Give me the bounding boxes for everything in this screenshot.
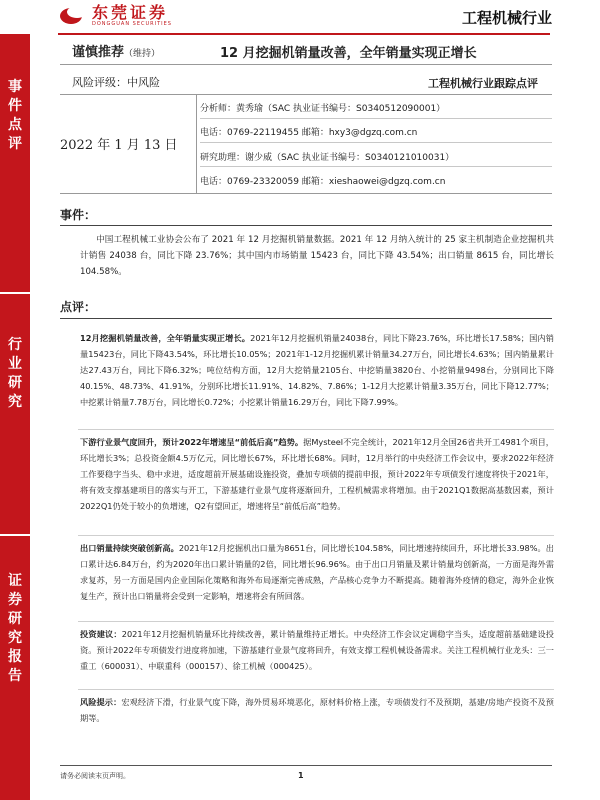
comment-block-sales: 12月挖掘机销量改善，全年销量实现正增长。2021年12月挖掘机销量24038台，同比下降23.76%，环比增长17.58%；国内销量15423台，同比下降43.54%，环比增长10.05%；2021年1-12月挖掘机累计销量34.27万台，同比增长4.63%；国内销量累计达27.43万台，同比下降6.32%；吨位结构方面，12月大挖销量2105台、中挖销量3820台、小挖销量9498台，分别同比下降40.15%、48.73%、41.91%，分别环比增长11.91%、14.82%、7.86%；1-12月大挖累计销量3.35万台，同比下降12.77%；中挖累计销量7.78万台，同比增长0.72%；小挖累计销量16.29万台，同比下降7.99%。 (80, 333, 554, 407)
page-header (0, 0, 600, 34)
analyst-contact: 电话：0769-22119455 邮箱：hxy3@dgzq.com.cn (200, 128, 418, 138)
logo-name-en: DONGGUAN SECURITIES (92, 21, 172, 27)
info-rule (60, 94, 552, 95)
logo-name-cn: 东莞证券 (92, 3, 169, 22)
header-divider (58, 33, 550, 35)
page-number: 1 (298, 771, 304, 780)
assistant-contact: 电话：0769-23320059 邮箱：xieshaowei@dgzq.com.cn (200, 177, 446, 187)
comment-heading-rule (60, 318, 552, 319)
logo-mark-icon (60, 4, 88, 28)
company-logo (60, 4, 172, 28)
report-date: 2022 年 1 月 13 日 (60, 138, 178, 153)
side-divider (0, 292, 30, 294)
title-rule (60, 64, 552, 65)
side-label-event-review: 事 件 点 评 (8, 79, 22, 152)
side-label-industry-research: 行 业 研 究 (8, 337, 22, 410)
event-heading: 事件： (60, 208, 97, 222)
comment-block-lead: 风险提示： (80, 697, 122, 707)
footer-disclaimer: 请务必阅读末页声明。 (60, 772, 130, 780)
info-vertical-divider (196, 95, 197, 193)
side-divider (0, 534, 30, 536)
assistant-info: 研究助理：谢少威（SAC 执业证书编号：S0340121010031） (200, 153, 455, 163)
risk-rating: 风险评级：中风险 (72, 76, 160, 89)
side-label-securities-report: 证 券 研 究 报 告 (8, 573, 22, 684)
block-rule (78, 689, 554, 690)
contact-rule (200, 142, 552, 143)
analyst-info: 分析师：黄秀瑜（SAC 执业证书编号：S0340512090001） (200, 104, 446, 114)
comment-block-downstream: 下游行业景气度回升，预计2022年增速呈“前低后高”趋势。据Mysteel不完全统计，2021年12月全国26省共开工4981个项目，环比增长3%；总投资金额4.5万亿元，同比增长67%，环比增长68%。同时，12月举行的中央经济工作会议中，要求2022年经济工作要稳字当头、稳中求进，适度超前开展基础设施投资，叠加专项债的提前申报，预计2022年专项债发行速度将快于2021年，将有效支撑基建项目的落实与开工，下游基建行业景气度将逐渐回升，工程机械需求将增加。由于2021Q1数据高基数因素，预计2022Q1仍处于较小的负增速，Q2有望回正，增速将呈“前低后高”趋势。 (80, 437, 554, 511)
comment-block-investment: 投资建议：2021年12月挖掘机销量环比持续改善，累计销量维持正增长。中央经济工作会议定调稳字当头，适度超前基础建设投资。预计2022年专项债发行进度将加速，下游基建行业景气度将回升，有效支撑工程机械设备需求。关注工程机械行业龙头：三一重工（600031）、中联重科（000157）、徐工机械（000425）。 (80, 629, 554, 671)
event-paragraph: 中国工程机械工业协会公布了 2021 年 12 月挖掘机销量数据。2021 年 12 月纳入统计的 25 家主机制造企业挖掘机共计销售 24038 台，同比下降 23.76%；其中国内市场销量 15423 台，同比下降 43.54%；出口销量 8615 台，同比增长 104.58%。 (80, 235, 554, 277)
rating-note: （维持） (124, 49, 161, 59)
block-rule (78, 535, 554, 536)
footer-rule (60, 765, 552, 766)
investment-rating: 谨慎推荐（维持） (72, 45, 161, 60)
side-banner (0, 34, 30, 800)
comment-heading: 点评： (60, 300, 97, 314)
contact-bottom-rule (60, 193, 552, 194)
block-rule (78, 621, 554, 622)
contact-rule (200, 118, 552, 119)
comment-block-lead: 投资建议： (80, 629, 122, 639)
report-subtitle: 工程机械行业跟踪点评 (428, 77, 538, 90)
event-heading-rule (60, 225, 552, 226)
comment-block-risk: 风险提示：宏观经济下滑，行业景气度下降，海外贸易环境恶化，原材料价格上涨，专项债发行不及预期，基建/房地产投资不及预期等。 (80, 697, 554, 723)
block-rule (78, 429, 554, 430)
comment-block-lead: 出口销量持续突破创新高。 (80, 543, 179, 553)
comment-block-lead: 12月挖掘机销量改善，全年销量实现正增长。 (80, 333, 251, 343)
industry-label: 工程机械行业 (461, 9, 552, 27)
comment-block-export: 出口销量持续突破创新高。2021年12月挖掘机出口量为8651台，同比增长104.58%，同比增速持续回升，环比增长33.98%。出口累计达6.84万台，约为2020年出口累计销量的2倍，同比增长96.96%。由于出口月销量及累计销量均创新高，一方面是海外需求复苏，另一方面是国内企业国际化策略和海外布局逐渐完善成熟，产品核心竞争力不断提高。随着海外疫情的稳定，海外企业恢复生产，预计出口销量将会受到一定影响，增速将会有所回落。 (80, 543, 554, 601)
comment-block-lead: 下游行业景气度回升，预计2022年增速呈“前低后高”趋势。 (80, 437, 304, 447)
contact-rule (200, 166, 552, 167)
report-title: 12 月挖掘机销量改善，全年销量实现正增长 (220, 46, 477, 61)
